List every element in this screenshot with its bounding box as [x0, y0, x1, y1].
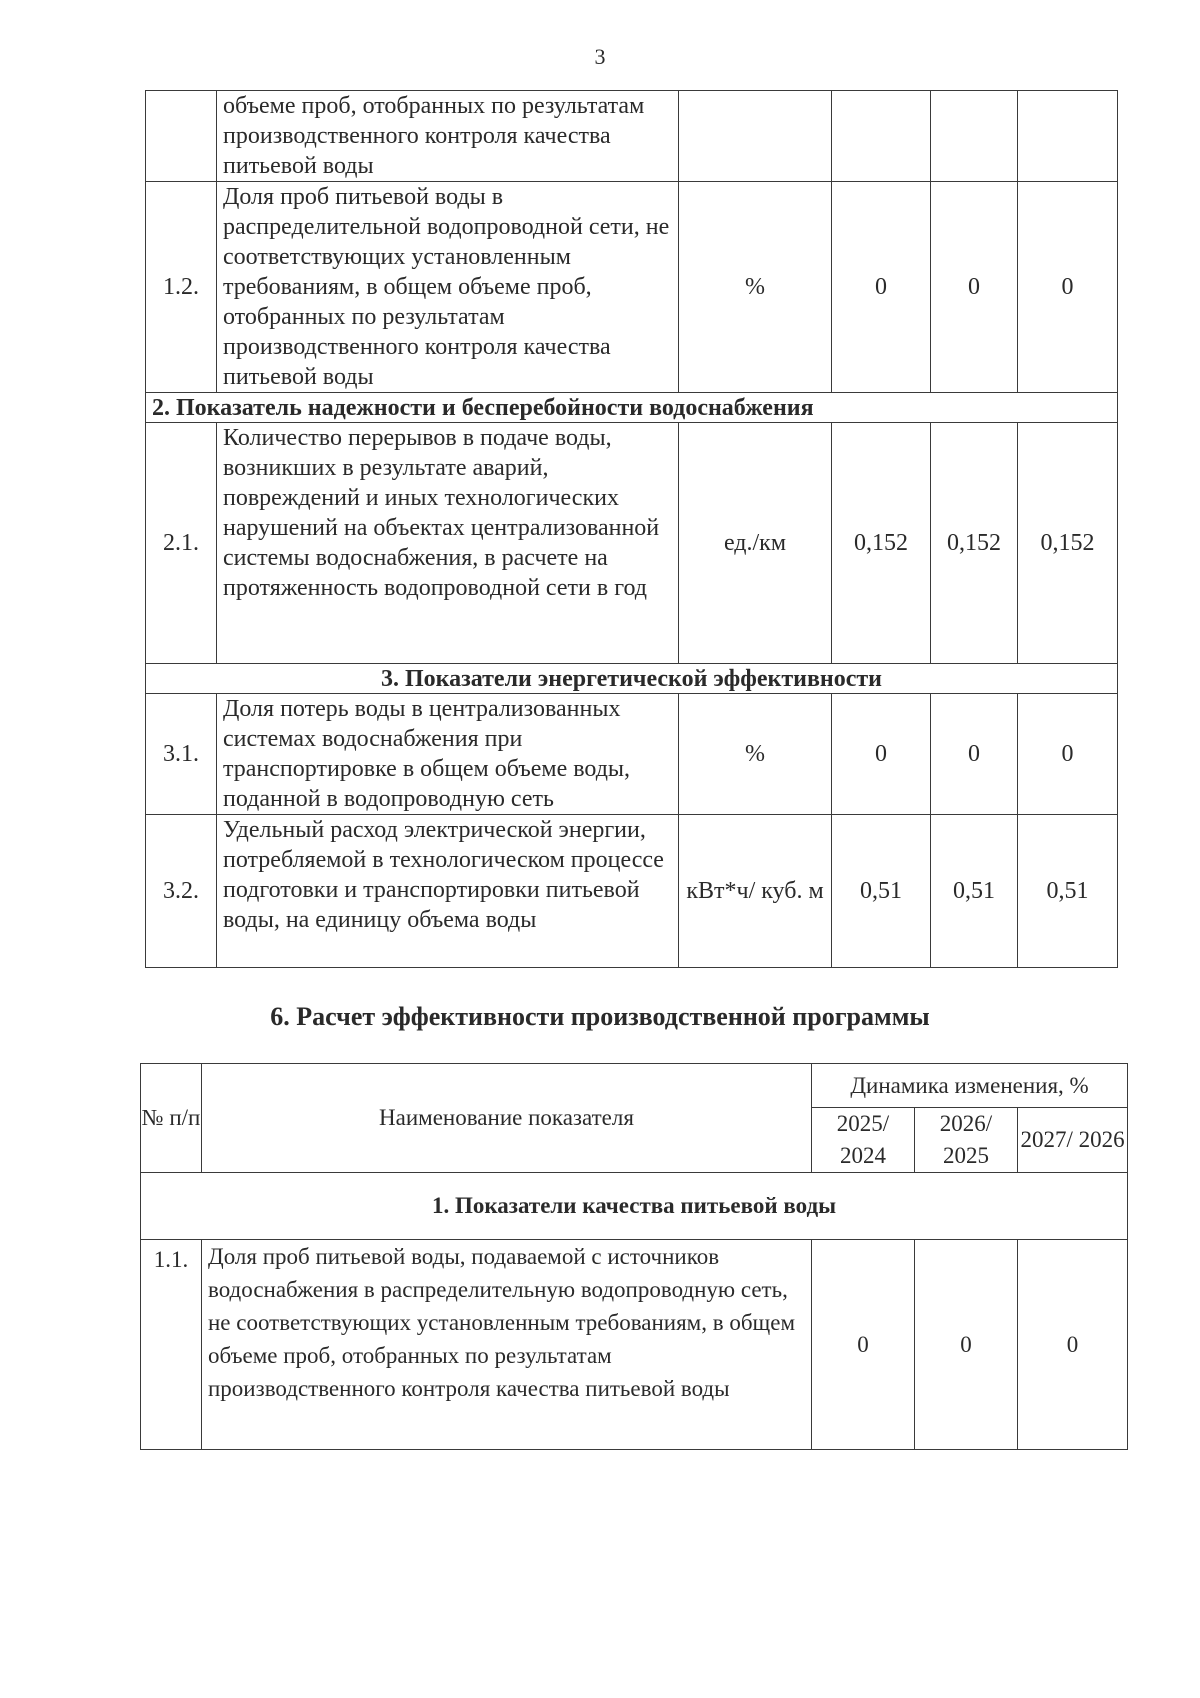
unit — [679, 91, 832, 182]
row-number: 1.1. — [141, 1240, 202, 1450]
indicator-name: Доля потерь воды в централизованных системах водоснабжения при транспортировке в общем объеме воды, поданной в водопроводную сеть — [217, 694, 679, 815]
indicator-name: Количество перерывов в подаче воды, возникших в результате аварий, повреждений и иных технологических нарушений на объектах централизованной системы водоснабжения, в расчете на протяженность водопроводной сети в год — [217, 423, 679, 664]
row-number: 3.2. — [146, 815, 217, 968]
page-number: 3 — [594, 44, 606, 69]
efficiency-table — [140, 1063, 1128, 1450]
unit: ед./км — [679, 423, 832, 664]
value-3 — [1018, 91, 1118, 182]
indicators-table — [145, 90, 1118, 968]
table-row — [141, 1240, 1128, 1450]
value-2 — [931, 91, 1018, 182]
table-row — [146, 423, 1118, 664]
value-1: 0 — [832, 182, 931, 393]
table-row — [146, 694, 1118, 815]
value-2: 0 — [915, 1240, 1018, 1450]
header-name: Наименование показателя — [202, 1064, 812, 1173]
value-3: 0 — [1018, 694, 1118, 815]
value-2: 0,152 — [931, 423, 1018, 664]
value-1: 0 — [832, 694, 931, 815]
row-number: 1.2. — [146, 182, 217, 393]
section-row — [146, 393, 1118, 423]
header-year: 2025/ 2024 — [812, 1108, 915, 1173]
table-row — [146, 91, 1118, 182]
indicator-name: Доля проб питьевой воды, подаваемой с источников водоснабжения в распределительную водопроводную сеть, не соответствующих установленным требованиям, в общем объеме проб, отобранных по результатам производственного контроля качества питьевой воды — [202, 1240, 812, 1450]
header-row — [141, 1064, 1128, 1108]
row-number — [146, 91, 217, 182]
value-1 — [832, 91, 931, 182]
section-heading: 2. Показатель надежности и бесперебойности водоснабжения — [146, 393, 1118, 423]
value-1: 0 — [812, 1240, 915, 1450]
table-row — [146, 815, 1118, 968]
header-year: 2026/ 2025 — [915, 1108, 1018, 1173]
unit: % — [679, 182, 832, 393]
value-1: 0,51 — [832, 815, 931, 968]
value-2: 0 — [931, 694, 1018, 815]
section-row — [141, 1173, 1128, 1240]
indicator-name: Доля проб питьевой воды в распределительной водопроводной сети, не соответствующих установленным требованиям, в общем объеме проб, отобранных по результатам производственного контроля качества питьевой воды — [217, 182, 679, 393]
value-3: 0,51 — [1018, 815, 1118, 968]
unit: кВт*ч/ куб. м — [679, 815, 832, 968]
value-2: 0 — [931, 182, 1018, 393]
section-heading: 1. Показатели качества питьевой воды — [141, 1173, 1128, 1240]
value-2: 0,51 — [931, 815, 1018, 968]
indicator-name: Удельный расход электрической энергии, потребляемой в технологическом процессе подготовки и транспортировки питьевой воды, на единицу объема воды — [217, 815, 679, 968]
indicator-name: объеме проб, отобранных по результатам производственного контроля качества питьевой воды — [217, 91, 679, 182]
header-year: 2027/ 2026 — [1018, 1108, 1128, 1173]
header-number: № п/п — [141, 1064, 202, 1173]
section-title: 6. Расчет эффективности производственной программы — [270, 1002, 930, 1031]
header-dynamics: Динамика изменения, % — [812, 1064, 1128, 1108]
table-row — [146, 182, 1118, 393]
row-number: 2.1. — [146, 423, 217, 664]
section-row — [146, 664, 1118, 694]
value-3: 0 — [1018, 182, 1118, 393]
row-number: 3.1. — [146, 694, 217, 815]
unit: % — [679, 694, 832, 815]
value-3: 0 — [1018, 1240, 1128, 1450]
section-heading: 3. Показатели энергетической эффективности — [146, 664, 1118, 694]
value-1: 0,152 — [832, 423, 931, 664]
value-3: 0,152 — [1018, 423, 1118, 664]
